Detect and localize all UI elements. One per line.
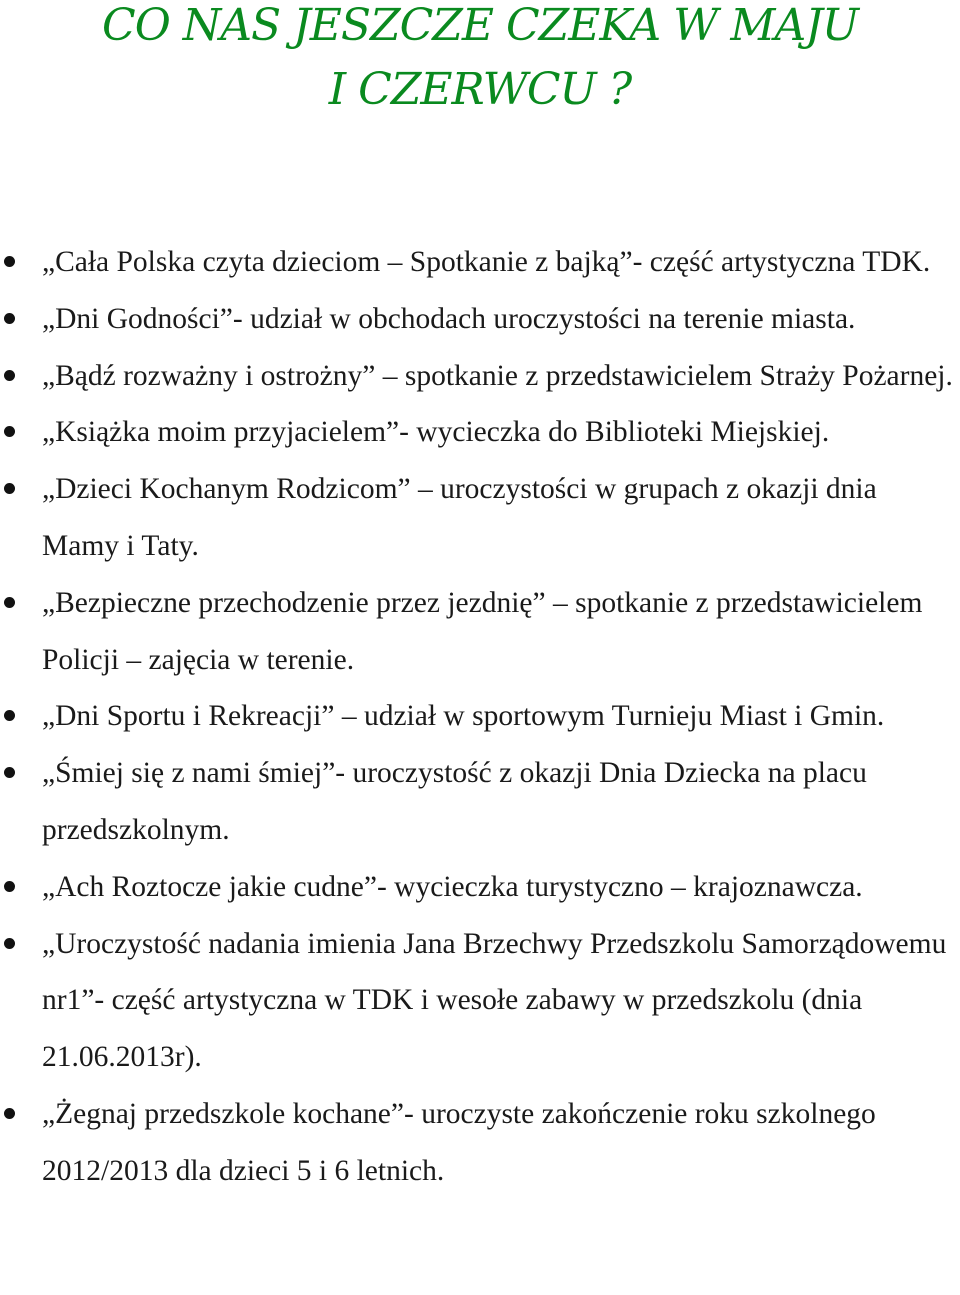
list-item-text: „Książka moim przyjacielem”- wycieczka do Biblioteki Miejskiej. (42, 416, 830, 449)
page-title (0, 0, 960, 122)
list-item-text: „Uroczystość nadania imienia Jana Brzechwy Przedszkolu Samorządowemu nr1”- część artystyczna w TDK i wesołe zabawy w przedszkolu (dnia 21.06.2013r). (42, 927, 947, 1074)
list-item (0, 745, 960, 859)
list-item (0, 859, 960, 916)
list-item-text: „Żegnaj przedszkole kochane”- uroczyste zakończenie roku szkolnego 2012/2013 dla dzieci 5 i 6 letnich. (42, 1097, 876, 1187)
list-item-text: „Śmiej się z nami śmiej”- uroczystość z okazji Dnia Dziecka na placu przedszkolnym. (42, 757, 867, 846)
list-item-text: „Dni Godności”- udział w obchodach uroczystości na terenie miasta. (42, 302, 856, 335)
bullet-icon (4, 938, 15, 949)
list-item-text: „Bądź rozważny i ostrożny” – spotkanie z przedstawicielem Straży Pożarnej. (42, 359, 953, 392)
list-item (0, 291, 960, 348)
bullet-icon (4, 710, 15, 721)
list-item (0, 575, 960, 689)
list-item (0, 916, 960, 1086)
bullet-icon (4, 1108, 15, 1119)
bullet-icon (4, 881, 15, 892)
list-item-text: „Bezpieczne przechodzenie przez jezdnię” – spotkanie z przedstawicielem Policji – zajęcia w terenie. (42, 586, 923, 676)
list-item (0, 688, 960, 745)
list-item (0, 234, 960, 291)
title-line-2: I CZERWCU ? (328, 64, 632, 115)
bullet-icon (4, 767, 15, 778)
list-item-text: „Cała Polska czyta dzieciom – Spotkanie z bajką”- część artystyczna TDK. (42, 246, 931, 278)
list-item (0, 404, 960, 461)
events-list (0, 234, 960, 1200)
list-item (0, 1086, 960, 1200)
list-item-text: „Dzieci Kochanym Rodzicom” – uroczystości w grupach z okazji dnia Mamy i Taty. (42, 473, 877, 562)
list-item (0, 461, 960, 575)
list-item (0, 348, 960, 405)
bullet-icon (4, 256, 15, 267)
bullet-icon (4, 483, 15, 494)
title-line-1: CO NAS JESZCZE CZEKA W MAJU (102, 0, 858, 51)
bullet-icon (4, 426, 15, 437)
list-item-text: „Ach Roztocze jakie cudne”- wycieczka turystyczno – krajoznawcza. (42, 870, 863, 903)
bullet-icon (4, 370, 15, 381)
list-item-text: „Dni Sportu i Rekreacji” – udział w sportowym Turnieju Miast i Gmin. (42, 700, 885, 733)
bullet-icon (4, 313, 15, 324)
bullet-icon (4, 597, 15, 608)
